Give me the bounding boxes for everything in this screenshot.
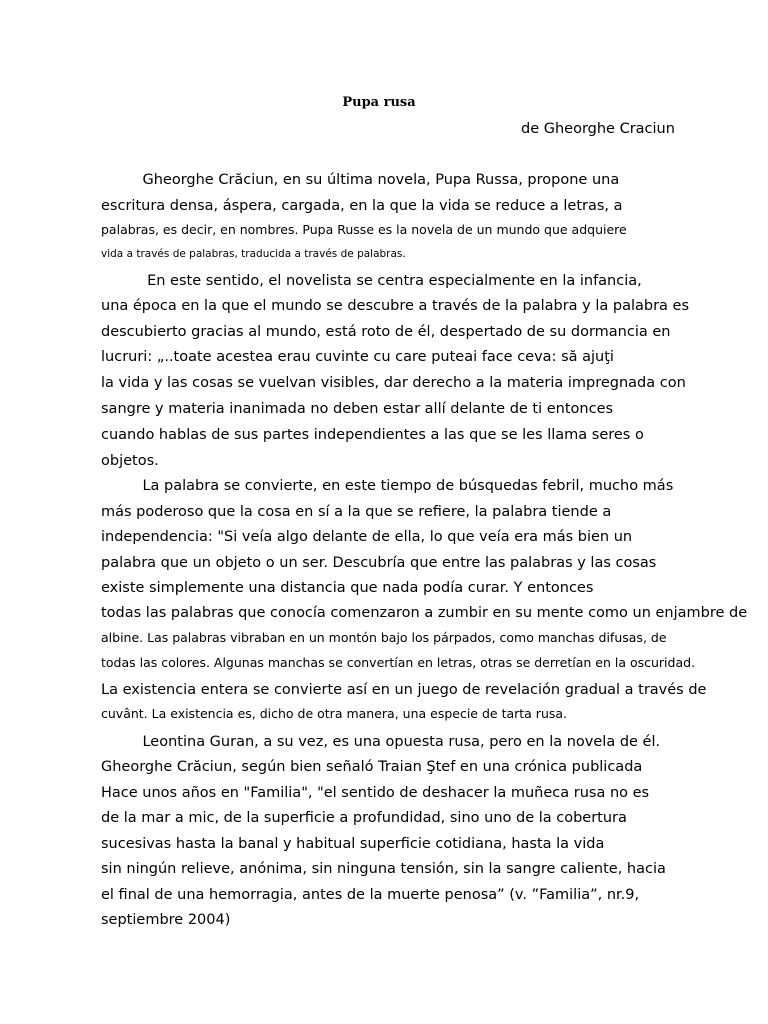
body-line: En este sentido, el novelista se centra especialmente en la infancia, bbox=[101, 273, 642, 289]
body-line: La existencia entera se convierte así en un juego de revelación gradual a través de bbox=[101, 682, 707, 698]
document-title: Pupa rusa bbox=[342, 95, 416, 110]
body-line: descubierto gracias al mundo, está roto de él, despertado de su dormancia en bbox=[101, 324, 671, 340]
body-line: escritura densa, áspera, cargada, en la que la vida se reduce a letras, a bbox=[101, 198, 623, 214]
body-line: más poderoso que la cosa en sí a la que se refiere, la palabra tiende a bbox=[101, 504, 612, 520]
body-line: de la mar a mic, de la superficie a profundidad, sino uno de la cobertura bbox=[101, 810, 627, 826]
body-line: lucruri: „..toate acestea erau cuvinte cu care puteai face ceva: să ajuţi bbox=[101, 349, 614, 365]
body-line: vida a través de palabras, traducida a través de palabras. bbox=[101, 248, 406, 260]
body-line: sucesivas hasta la banal y habitual superficie cotidiana, hasta la vida bbox=[101, 836, 605, 852]
body-line: albine. Las palabras vibraban en un montón bajo los párpados, como manchas difusas, de bbox=[101, 630, 667, 645]
body-line: Gheorghe Crăciun, en su última novela, Pupa Russa, propone una bbox=[101, 172, 620, 188]
body-line: objetos. bbox=[101, 453, 159, 469]
body-line: todas las palabras que conocía comenzaron a zumbir en su mente como un enjambre de bbox=[101, 605, 748, 621]
body-line: Gheorghe Crăciun, según bien señaló Traian Ştef en una crónica publicada bbox=[101, 759, 643, 775]
body-line: sangre y materia inanimada no deben estar allí delante de ti entonces bbox=[101, 401, 614, 417]
body-line: septiembre 2004) bbox=[101, 912, 231, 928]
body-line: todas las colores. Algunas manchas se convertían en letras, otras se derretían en la oscuridad. bbox=[101, 655, 696, 670]
body-line: la vida y las cosas se vuelvan visibles, dar derecho a la materia impregnada con bbox=[101, 375, 686, 391]
body-line: Leontina Guran, a su vez, es una opuesta rusa, pero en la novela de él. bbox=[101, 734, 661, 750]
body-line: independencia: "Si veía algo delante de ella, lo que veía era más bien un bbox=[101, 529, 633, 545]
body-line: palabras, es decir, en nombres. Pupa Russe es la novela de un mundo que adquiere bbox=[101, 222, 627, 237]
document-author: de Gheorghe Craciun bbox=[521, 121, 675, 137]
body-line: existe simplemente una distancia que nada podía curar. Y entonces bbox=[101, 580, 594, 596]
body-line: cuando hablas de sus partes independientes a las que se les llama seres o bbox=[101, 427, 644, 443]
body-line: cuvânt. La existencia es, dicho de otra manera, una especie de tarta rusa. bbox=[101, 706, 568, 721]
body-line: La palabra se convierte, en este tiempo de búsquedas febril, mucho más bbox=[101, 478, 674, 494]
body-line: Hace unos años en "Familia", "el sentido de deshacer la muñeca rusa no es bbox=[101, 785, 650, 801]
body-line: una época en la que el mundo se descubre a través de la palabra y la palabra es bbox=[101, 298, 690, 314]
body-line: palabra que un objeto o un ser. Descubría que entre las palabras y las cosas bbox=[101, 555, 657, 571]
body-line: sin ningún relieve, anónima, sin ninguna tensión, sin la sangre caliente, hacia bbox=[101, 861, 666, 877]
body-line: el final de una hemorragia, antes de la muerte penosa” (v. ”Familia”, nr.9, bbox=[101, 887, 640, 903]
